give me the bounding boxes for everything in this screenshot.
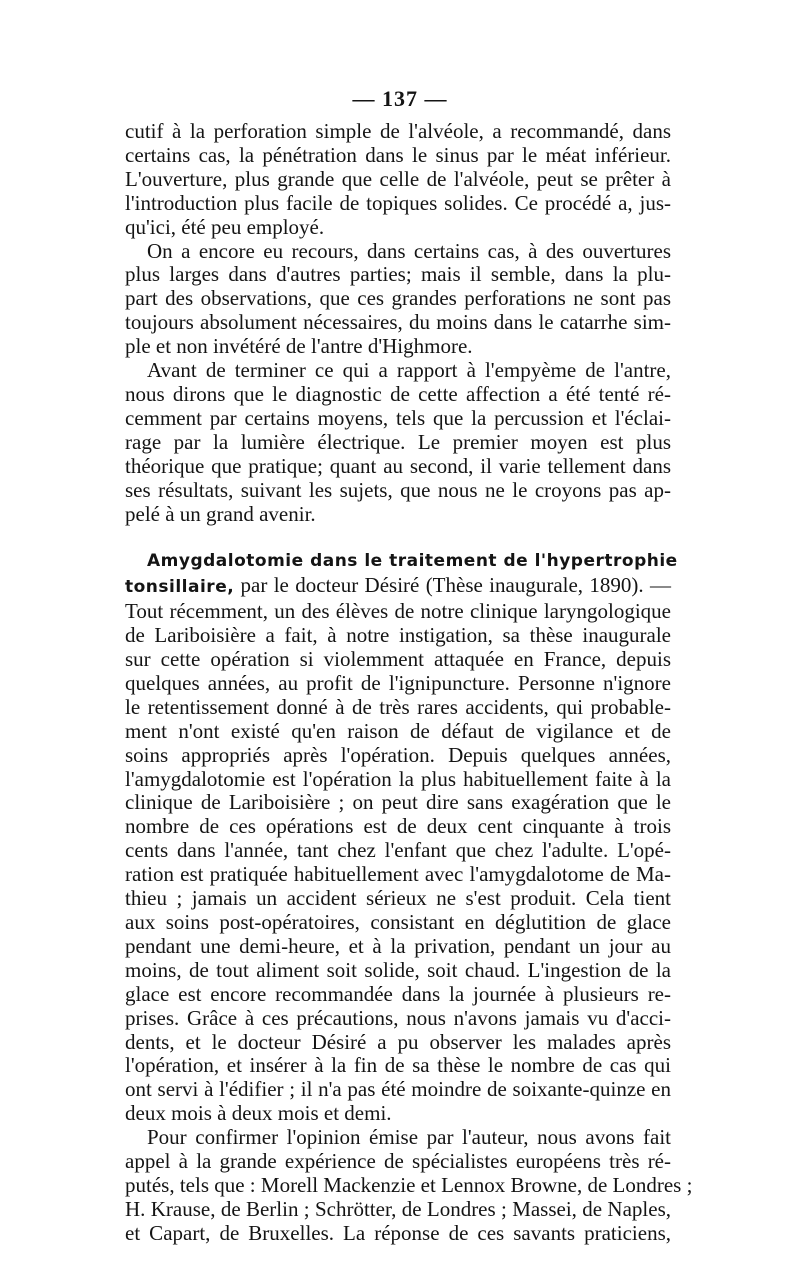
text-line: On a encore eu recours, dans certains cas, à des ouvertures [147,238,671,263]
text-line: moins, de tout aliment soit solide, soit chaud. L'ingestion de la [125,957,671,982]
text-line: aux soins post-opératoires, consistant en déglutition de glace [125,910,671,934]
paragraph [125,240,671,360]
text-line: cents dans l'année, tant chez l'enfant que chez l'adulte. L'opé- [125,838,671,863]
text-line: dents, et le docteur Désiré a pu observer les malades après [125,1029,671,1054]
text-line: ple et non invétéré de l'antre d'Highmore. [125,334,473,359]
text-line: cemment par certains moyens, tels que la percussion et l'éclai- [125,405,671,430]
text-line: nombre de ces opérations est de deux cent cinquante à trois [125,814,671,839]
section-heading-line [125,574,671,600]
text-line: Avant de terminer ce qui a rapport à l'empyème de l'antre, [147,358,671,383]
paragraph [125,359,671,526]
text-line: thieu ; jamais un accident sérieux ne s'est produit. Cela tient [125,886,671,911]
text-line: certains cas, la pénétration dans le sinus par le méat inférieur. [125,142,671,167]
text-line: ses résultats, suivant les sujets, que nous ne le croyons pas ap- [125,477,671,502]
text-line: l'introduction plus facile de topiques solides. Ce procédé a, jus- [125,190,671,215]
text-line: pendant une demi-heure, et à la privation, pendant un jour au [125,933,671,958]
section-heading: Amygdalotomie dans le traitement de l'hypertrophie [147,551,678,572]
text-line: de Lariboisière a fait, à notre instigation, sa thèse inaugurale [125,623,671,648]
body-text [125,119,693,1246]
text-line: putés, tels que : Morell Mackenzie et Lennox Browne, de Londres ; [125,1172,693,1197]
text-line: appel à la grande expérience de spécialistes européens très ré- [125,1149,671,1174]
text-line: quelques années, au profit de l'ignipuncture. Personne n'ignore [125,670,671,695]
text-line: ment n'ont existé qu'en raison de défaut de vigilance et de [125,718,671,743]
text-line: pelé à un grand avenir. [125,501,316,526]
text-line: l'amygdalotomie est l'opération la plus habituellement faite à la [125,766,671,791]
text-line: H. Krause, de Berlin ; Schrötter, de Londres ; Massei, de Naples, [125,1196,671,1221]
paragraph [125,120,671,240]
text-line: ration est pratiquée habituellement avec l'amygdalotome de Ma- [125,862,671,887]
text-line: cutif à la perforation simple de l'alvéole, a recommandé, dans [125,119,671,143]
text-line: clinique de Lariboisière ; on peut dire sans exagération que le [125,790,671,815]
text-line: toujours absolument nécessaires, du moins dans le catarrhe sim- [125,310,671,335]
text-line: soins appropriés après l'opération. Depuis quelques années, [125,742,671,767]
section-paragraph [125,550,678,1126]
text-line: nous dirons que le diagnostic de cette affection a été tenté ré- [125,381,671,406]
section-source: par le docteur Désiré (Thèse inaugurale, 1890). — [234,573,671,598]
text-line: Pour confirmer l'opinion émise par l'auteur, nous avons fait [147,1125,671,1150]
paragraph [125,1125,693,1246]
page-number: — 137 — [352,86,448,111]
text-line: plus larges dans d'autres parties; mais il semble, dans la plu- [125,262,671,287]
section-spacer [125,526,671,550]
text-line: et Capart, de Bruxelles. La réponse de ces savants praticiens, [125,1220,671,1245]
text-line: prises. Grâce à ces précautions, nous n'avons jamais vu d'acci- [125,1005,671,1030]
text-line: part des observations, que ces grandes perforations ne sont pas [125,286,671,311]
text-line: ont servi à l'édifier ; il n'a pas été moindre de soixante-quinze en [125,1077,671,1102]
text-line: rage par la lumière électrique. Le premier moyen est plus [125,429,671,454]
text-line: le retentissement donné à de très rares accidents, qui probable- [125,694,671,719]
text-line: L'ouverture, plus grande que celle de l'alvéole, peut se prêter à [125,166,671,191]
text-line: Tout récemment, un des élèves de notre clinique laryngologique [125,599,671,624]
text-line: sur cette opération si violemment attaquée en France, depuis [125,647,671,672]
text-line: théorique que pratique; quant au second, il varie tellement dans [125,453,671,478]
text-line: deux mois à deux mois et demi. [125,1101,392,1126]
section-heading-end: tonsillaire, [125,577,235,598]
text-line: glace est encore recommandée dans la journée à plusieurs re- [125,981,671,1006]
text-line: l'opération, et insérer à la fin de sa thèse le nombre de cas qui [125,1053,671,1078]
text-line: qu'ici, été peu employé. [125,214,325,239]
